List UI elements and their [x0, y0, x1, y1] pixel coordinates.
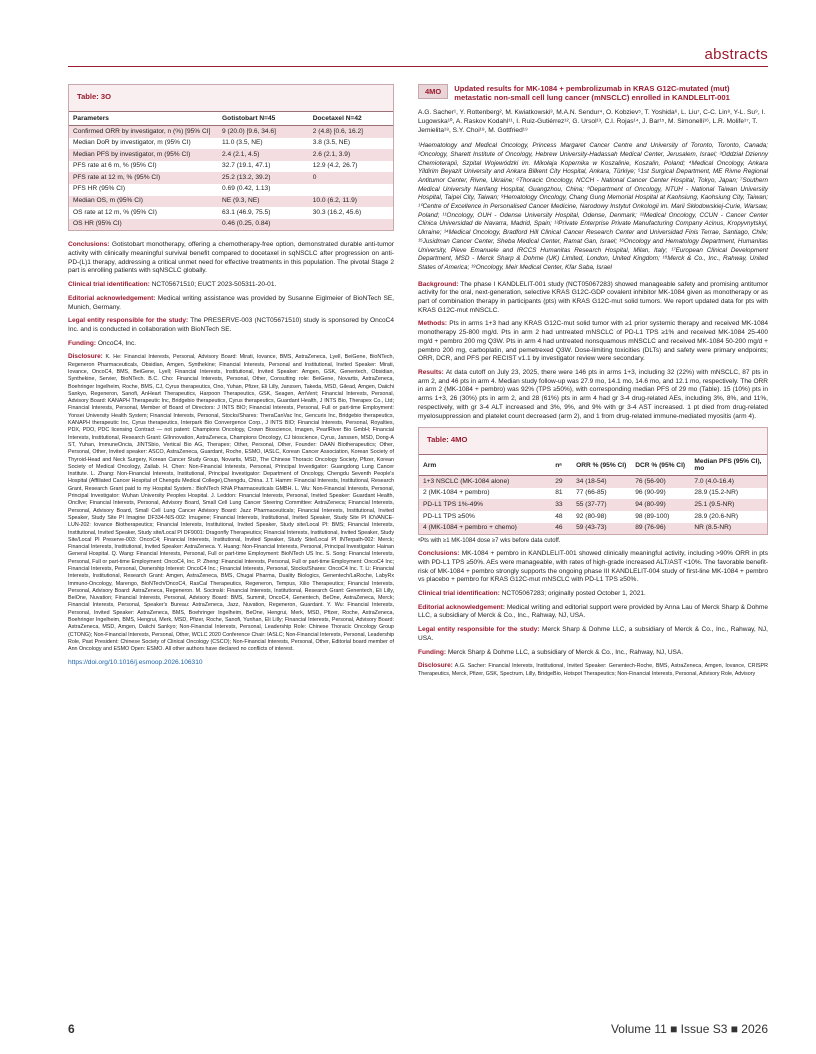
results-text: At data cutoff on July 23, 2025, there were 146 pts in arms 1+3, including 32 (22%) with mNSCLC, 87 pts in arm 2, and 46 pts in arm 4. Median study follow-up was 27.9 mo, 14.1 mo, 14.6 mo, and 12.1 mo, respectively. The ORR in arm 2 (MK-1084 + pembro) was 92% (TPS ≥50%), with corresponding median PFS of 29 mo (Table). 15 (10%) pts in arms 1+3, 26 (30%) pts in arm 2, and 28 (61%) pts in arm 4 had gr 3-4 drug-related AEs, including 3%, 8%, and 11%, respectively, with gr 3-4 ALT increased and 3%, 9%, and 9% with gr 3-4 AST increased. 1 pt died from drug-related myelosuppression and platelet count decreased (arm 2), and 1 from drug-related immune-mediated myositis (arm 4). — [418, 369, 768, 420]
table-row — [419, 488, 767, 500]
table-cell: 11.0 (3.5, NE) — [218, 138, 309, 150]
table-row — [69, 161, 393, 173]
r-conclusions-text: MK-1084 + pembro in KANDLELIT-001 showed clinically meaningful activity, including >90% ORR in pts with PD-L1 TPS ≥50%. AEs were manageable, with rates of high-grade increased ALT/AST <10%. The favorable benefit-risk of MK-1084 + pembro strongly supports the ongoing phase III KANDLELIT-004 study of first-line MK-1084 + pembro vs placebo + pembro for KRAS G12C-mut mNSCLC with PD-L1 TPS ≥50%. — [418, 550, 768, 584]
trial-id-label: Clinical trial identification: — [68, 281, 150, 289]
disclosure-paragraph — [68, 353, 394, 653]
r-legal-paragraph — [418, 626, 768, 643]
table-cell: 33 — [551, 499, 572, 511]
table-cell: 0 — [309, 172, 393, 184]
table-cell: 10.0 (6.2, 11.9) — [309, 196, 393, 208]
table-cell: 2 (MK-1084 + pembro) — [419, 488, 551, 500]
table-row — [69, 219, 393, 231]
col-orr: ORR % (95% CI) — [572, 455, 631, 476]
legal-paragraph — [68, 317, 394, 334]
table-cell: 96 (90-99) — [631, 488, 690, 500]
table-cell: 2.4 (2.1, 4.5) — [218, 149, 309, 161]
table-4mo-title: Table: 4MO — [427, 435, 468, 445]
editorial-label: Editorial acknowledgement: — [68, 294, 156, 302]
r-editorial-text: Medical writing and editorial support were provided by Anna Lau of Merck Sharp & Dohme LLC, a subsidiary of Merck & Co., Inc., Rahway, NJ, USA. — [418, 603, 768, 620]
abstract-title: Updated results for MK-1084 + pembrolizumab in KRAS G12C-mutated (mut) metastatic non-small cell lung cancer (mNSCLC) enrolled in KANDLELIT-001 — [454, 84, 730, 103]
table-3o-title: Table: 3O — [77, 92, 112, 101]
col-dcr: DCR % (95% CI) — [631, 455, 690, 476]
legal-text: The PRESERVE-003 (NCT05671510) study is sponsored by OncoC4 Inc. and is conducted in collaboration with BioNTech SE. — [68, 317, 395, 333]
table-cell: 2.6 (2.1, 3.9) — [309, 149, 393, 161]
trial-id-text: NCT05671510; EUCT 2023-505311-20-01. — [151, 281, 277, 289]
r-conclusions-paragraph — [418, 550, 768, 585]
table-cell: Confirmed ORR by investigator, n (%) [95% CI] — [69, 126, 218, 138]
legal-label: Legal entity responsible for the study: — [68, 317, 189, 325]
table-cell: 89 (76-96) — [631, 523, 690, 535]
doi-link[interactable]: https://doi.org/10.1016/j.esmoop.2026.106310 — [68, 658, 203, 666]
r-disclosure-paragraph — [418, 662, 768, 678]
table-cell: 2 (4.8) [0.6, 16.2] — [309, 126, 393, 138]
col-n: nᵃ — [551, 455, 572, 476]
funding-text: OncoC4, Inc. — [97, 339, 137, 347]
table-row — [69, 149, 393, 161]
table-row — [419, 476, 767, 488]
table-cell: 7.0 (4.0-16.4) — [690, 476, 767, 488]
methods-label: Methods: — [418, 320, 448, 328]
table-cell: 28.9 (15.2-NR) — [690, 488, 767, 500]
table-3o-grid — [69, 111, 393, 230]
r-funding-label: Funding: — [418, 648, 446, 656]
table-row — [419, 523, 767, 535]
table-cell: NR (8.5-NR) — [690, 523, 767, 535]
col-pfs: Median PFS (95% CI), mo — [690, 455, 767, 476]
table-cell: 0.69 (0.42, 1.13) — [218, 184, 309, 196]
table-4mo — [418, 427, 768, 535]
results-label: Results: — [418, 369, 444, 376]
table-row — [419, 511, 767, 523]
r-legal-text: Merck Sharp & Dohme LLC, a subsidiary of Merck & Co., Inc., Rahway, NJ, USA. — [418, 626, 768, 642]
table-row — [69, 184, 393, 196]
conclusions-text: Gotistobart monotherapy, offering a chemotherapy-free option, demonstrated durable anti-tumor activity with clinically meaningful survival benefit compared to docetaxel in sqNSCLC after progression on anti-PD-(L)1 therapy, addressing a critical unmet need for effective treatments in this population. The pivotal Stage 2 part is enrolling patients with sqNSCLC globally. — [68, 241, 394, 275]
table-cell: 94 (80-99) — [631, 499, 690, 511]
methods-text: Pts in arms 1+3 had any KRAS G12C-mut solid tumor with ≥1 prior systemic therapy and received MK-1084 monotherapy 25-800 mg/d. Pts in arm 2 had untreated mNSCLC of PD-L1 TPS ≥1% and received MK-1084 25-400 mg/d + pembro 200 mg Q3W. Pts in arm 4 had untreated nonsquamous mNSCLC and received MK-1084 50-200 mg/d + pembro 200 mg, carboplatin, and pemetrexed Q3W. Dose-limiting toxicities (DLTs) and safety were primary endpoints; ORR, DCR, and PFS per RECIST v1.1 by investigator review were secondary. — [418, 320, 768, 363]
table-cell: 63.1 (46.9, 75.5) — [218, 207, 309, 219]
table-cell: 32.7 (19.1, 47.1) — [218, 161, 309, 173]
funding-label: Funding: — [68, 339, 96, 347]
r-funding-text: Merck Sharp & Dohme LLC, a subsidiary of Merck & Co., Inc., Rahway, NJ, USA. — [447, 648, 684, 656]
r-legal-label: Legal entity responsible for the study: — [418, 626, 540, 634]
col-docetaxel: Docetaxel N=42 — [309, 112, 393, 126]
background-label: Background: — [418, 280, 459, 288]
r-editorial-label: Editorial acknowledgement: — [418, 603, 505, 611]
table-cell: 55 (37-77) — [572, 499, 631, 511]
col-arm: Arm — [419, 455, 551, 476]
table-cell: Median PFS by investigator, m (95% CI) — [69, 149, 218, 161]
table-cell: 77 (66-85) — [572, 488, 631, 500]
editorial-text: Medical writing assistance was provided by Susanne Eiglmeier of BioNTech SE, Munich, Germany. — [68, 294, 395, 311]
section-title: abstracts — [704, 46, 768, 63]
right-column — [418, 84, 768, 683]
table-cell: PD-L1 TPS 1%-49% — [419, 499, 551, 511]
author-list: A.G. Sacher¹, Y. Rottenberg², M. Kwiatkowski³, M.A.N. Sendur⁴, O. Kobziev⁵, T. Yoshida⁶, L. Liu⁷, C-C. Lin⁸, Y-L. Su⁹, I. Lugowska¹⁰, A. Raskov Kodahl¹¹, I. Ruiz-Gutiérrez¹², G. Ursol¹³, C.I. Rojas¹⁴, J. Bar¹⁵, M. Simonelli¹⁶, L.R. Molife¹⁷, T. Jemielita¹⁸, S.Y. Choi¹⁸, M. Gottfried¹⁹ — [418, 109, 766, 135]
table-cell: 34 (18-54) — [572, 476, 631, 488]
methods-paragraph — [418, 320, 768, 364]
trial-id-paragraph — [68, 281, 394, 290]
table-cell: OS rate at 12 m, % (95% CI) — [69, 207, 218, 219]
table-cell: PFS rate at 12 m, % (95% CI) — [69, 172, 218, 184]
abstract-number: 4MO — [418, 84, 448, 99]
disclosure-label: Disclosure: — [68, 353, 103, 361]
table-cell: 46 — [551, 523, 572, 535]
table-cell: Median OS, m (95% CI) — [69, 196, 218, 208]
table-cell: 9 (20.0) [9.6, 34.6] — [218, 126, 309, 138]
table-cell: PFS rate at 6 m, % (95% CI) — [69, 161, 218, 173]
page-number: 6 — [68, 1022, 75, 1036]
table-cell: PFS HR (95% CI) — [69, 184, 218, 196]
table-cell: Median DoR by investigator, m (95% CI) — [69, 138, 218, 150]
table-cell: PD-L1 TPS ≥50% — [419, 511, 551, 523]
results-paragraph — [418, 369, 768, 421]
table-cell: 3.8 (3.5, NE) — [309, 138, 393, 150]
table-cell — [309, 184, 393, 196]
table-row — [69, 138, 393, 150]
editorial-paragraph — [68, 295, 394, 312]
table-cell: 0.46 (0.25, 0.84) — [218, 219, 309, 231]
table-row — [69, 172, 393, 184]
table-cell: 30.3 (16.2, 45.6) — [309, 207, 393, 219]
conclusions-label: Conclusions: — [68, 241, 110, 249]
table-row — [419, 499, 767, 511]
table-cell — [309, 219, 393, 231]
table-cell: OS HR (95% CI) — [69, 219, 218, 231]
r-disclosure-label: Disclosure: — [418, 662, 453, 670]
r-disclosure-text: A.G. Sacher: Financial Interests, Institutional, Invited Speaker: Genentech-Roche, BMS, AstraZeneca, Amgen, Iovance, CRISPR Therapeutics, Merck, Pfizer, GSK, Spectrum, Lilly, BridgeBio, Hotspot Therapeutics; Non-Financial Interests, Personal, Advisory Role, Advisory — [418, 663, 768, 677]
table-cell: 25.2 (13.2, 39.2) — [218, 172, 309, 184]
table-cell: 28.9 (20.6-NR) — [690, 511, 767, 523]
table-cell: 76 (56-90) — [631, 476, 690, 488]
col-gotistobart: Gotistobart N=45 — [218, 112, 309, 126]
table-cell: 12.9 (4.2, 26.7) — [309, 161, 393, 173]
r-conclusions-label: Conclusions: — [418, 550, 460, 558]
left-column — [68, 84, 394, 666]
table-cell: 81 — [551, 488, 572, 500]
table-4mo-grid — [419, 454, 767, 534]
table-3o — [68, 84, 394, 231]
r-trial-id-paragraph — [418, 590, 768, 599]
r-editorial-paragraph — [418, 604, 768, 621]
table-footnote: ᵃPts with ≥1 MK-1084 dose ≥7 wks before data cutoff. — [418, 538, 561, 545]
table-cell: 48 — [551, 511, 572, 523]
table-cell: 98 (89-100) — [631, 511, 690, 523]
background-text: The phase I KANDLELIT-001 study (NCT05067283) showed manageable safety and promising antitumor activity for the oral, next-generation, selective KRAS G12C-GDP covalent inhibitor MK-1084 given as monotherapy or as part of combination therapy in participants (pts) with KRAS G12C-mut solid tumors. We report updated data for pts with KRAS G12C-mut mNSCLC. — [418, 280, 768, 314]
table-row — [69, 126, 393, 138]
header-rule — [68, 66, 768, 67]
table-row — [69, 196, 393, 208]
disclosure-text: K. He: Financial Interests, Personal, Advisory Board: Mirati, Iovance, BMS, AstraZeneca, Lyell, BeiGene, BioNTech, Regeneron Pharmaceuticals, Obsidian, Amgen, Synthekine; Financial Interests, Personal and Institutional, Invited Speaker: Mirati, Iovance, OncoC4, BMS, BeiGene, Lyell; Financial Interests, Institutional, Invited Speaker: Amgen, GSK, Genentech, Obsidian, Synthekine, Servier, BioNTech. B.C. Cho: Financial Interests, Personal, Other, Consulting role: BeiGene, Novartis, AstraZeneca, Boehringer Ingelheim, Roche, BMS, CJ, Cyrus therapeutics, Ono, Yuhan, Pfizer, Eli Lilly, Janssen, Takeda, MSD, Gilead, Amgen, Daiichi Sankyo, Regeneron, Sanofi, AnHeart Therapeutics, Harpoon Therapeutics, GSK, Seagen, ArriVent; Financial Interests, Personal, Advisory Board: KANAPH Therapeutic Inc, Bridgebio therapeutics, Cyrus therapeutics, Guardant Health, J INTS Bio, Therapex Co., Ltd; Financial Interests, Personal, Member of Board of Directors: J INTS BIO; Financial Interests, Personal, Full or part-time Employment: Yonsei University Health System; Financial Interests, Personal, Stocks/Shares: TheraCanVac Inc, Gencurix Inc, Bridgebio therapeutics, KANAPH therapeutic Inc, Cyrus therapeutics, Interpark Bio Convergence Corp., J INTS BIO; Financial Interests, Personal, Royalties, PDX, PDO, PDC licensing Contract — not patent: Champions Oncology, Crown Bioscience, Imagen, PearlRiver Bio GmbH; Financial Interests, Institutional, Research Grant: GIInnovation, AstraZeneca, Champions Oncology, CJ bioscience, Cyrus, Janssen, MSD, Dong-A ST, Yuhan, ImmuneOncia, JINTSbio, Vertical Bio AG, Therapex; Other, Personal, Other, Founder: DAAN Biotherapeutics; Other, Personal, Other, Invited speaker: ASCO, AstraZeneca, Guardant, Roche, ESMO, IASLC, Korean Cancer Association, Korean Society of Thyroid-Head and Neck Surgery, Korean Cancer Study Group, Novartis, MSD, The Chinese Thoracic Oncology Society, Pfizer, Korean Society of Medical Oncology, Zailab. H. Chen: Non-Financial Interests, Personal, Principal Investigator: Guangdong Lung Cancer Institute. L. Zhang: Non-Financial Interests, Institutional, Principal Investigator: Department of Oncology, Chengdu Seventh People's Hospital (Affiliated Cancer Hospital of Chengdu Medical College),Chengdu, China. J.T. Hamm: Financial Interests, Institutional, Research Grant, Research Grant paid to my Hospital System.: BioNTech RNA Pharmaceuticals GMBH. L. Wu: Non-Financial Interests, Personal, Principal Investigator: Wuhan University Peoples Hospital. J. Leddon: Financial Interests, Personal, Invited Speaker: Guardant Health, Oncllve; Financial Interests, Personal, Advisory Board, Small Cell Lung Cancer Steering Committee: AstraZeneca; Financial Interests, Personal, Advisory Board, Small Cell Lung Cancer Advisory Board: Jazz Pharmaceuticals; Financial Interests, Institutional, Invited Speaker, Study Site PI Imagine DF334-NIS-002: Imugene; Financial Interests, Institutional, Invited Speaker, Study Site PI IOVANCE-LUN-202: Iovance Biotherapeutics; Financial Interests, Institutional, Invited Speaker, Study site/Local PI: BMS; Financial Interests, Institutional, Invited Speaker, Study site/Local PI DF9001: Dragonfly Therapeutics; Financial Interests, Institutional, Invited Speaker, Study Site/Local PI Preserve-003: OncoC4; Financial Interests, Institutional, Invited Speaker, Study Site/Local PI INTerpath-002: Merck; Financial Interests, Institutional, Invited Speaker: AstraZeneca. Y. Huang: Non-Financial Interests, Personal, Principal Investigator: Hainan General Hospital. Q. Wang: Financial Interests, Personal, Full or part-time Employment: BioNTech US Inc. S. Song: Financial Interests, Personal, Full or part-time Employment: OncoC4, Inc. P. Zheng: Financial Interests, Personal, Full or part-time Employment: OncoC4 Inc; Financial Interests, Personal, Ownership Interest: OncoC4 Inc.; Financial Interests, Personal, Stocks/Shares: OncoC4 Inc. T. Li: Financial Interests, Institutional, Research Grant: Amgen, AstraZeneca, BMS, Chugai Pharma, Duality Biologics, Genentech/LaRoche, LabyRx Immuno-Oncology, Marengo, BioNTech/OncoC4, RasCal Therapeutics, Regeneron, Tempus, Xilio Therapeutics; Financial Interests, Personal, Advisory Board: AstraZeneca, Regeneron. M. Socinski: Financial Interests, Institutional, Research Grant: Genentech, Eli Lilly, BeiOne, Nuvation; Financial Interests, Personal, Advisory Board: BMS, Summit, OncoC4, Genentech, BeOne, AstraZeneca, Merck; Financial Interests, Personal, Speaker's Bureau: AstraZeneca, Jazz, Nuvation, Regeneron, Guardant. Y. Wu: Financial Interests, Personal, Invited Speaker: AstraZeneca, BMS, Boehringer Ingelheim, BeOne, Hengrui, Merk, MSD, Pfizer, Roche, AstraZeneca, Boehringer Ingelheim, BMS, Hengrui, Merk, MSD, Pfizer, Roche, Sanofi, Yunhan, Eli Lilly; Financial Interests, Personal, Advisory Board: AstraZeneca, MSD, Amgen, Daiichi Sankyo; Non-Financial Interests, Personal, Leadership Role: Chinese Thoracic Oncology Group (CTONG); Non-Financial Interests, Personal, Other, WCLC 2020 Conference Chair: IASLC; Non-Financial Interests, Personal, Leadership Role, Past President: Chinese Society of Clinical Oncology (CSCO); Non-Financial Interests, Personal, Other, Editorial board member of Ann Oncology and ESMO Open: ESMO. All other authors have declared no conflicts of interest. — [68, 354, 395, 653]
table-row — [69, 207, 393, 219]
conclusions-paragraph — [68, 241, 394, 276]
r-trial-id-text: NCT05067283; originally posted October 1, 2021. — [501, 590, 646, 597]
funding-paragraph — [68, 340, 394, 349]
background-paragraph — [418, 281, 768, 316]
table-cell: 4 (MK-1084 + pembro + chemo) — [419, 523, 551, 535]
volume-info: Volume 11 ■ Issue S3 ■ 2026 — [610, 1022, 768, 1036]
abstract-header — [418, 84, 768, 102]
table-cell: 1+3 NSCLC (MK-1084 alone) — [419, 476, 551, 488]
col-parameters: Parameters — [69, 112, 218, 126]
affiliations: ¹Haematology and Medical Oncology, Princess Margaret Cancer Centre and University of Toronto, Toronto, Canada; ²Oncology, Sharett Institute of Oncology, Hebrew University-Hadassah Medical Center, Jerusalem, Israel; ³Oddział Dzienny Chemioterapii, Szpital Wojewódzki im. Mikołaja Kopernika w Koszalinie, Koszalin, Poland; ⁴Medical Oncology, Ankara Yildirim Beyazit University and Ankara Bilkent City Hospital, Ankara, Türkiye; ⁵1st Surgical Department, ME Rivne Regional Antitumor Center, Rivne, Ukraine; ⁶Thoracic Oncology, NCCH - National Cancer Center Hospital, Tokyo, Japan; ⁷Southern Medical University Nanfang Hospital, Guangzhou, China; ⁸Department of Oncology, NTUH - National Taiwan University Hospital, Taipei City, Taiwan; ⁹Hematology Oncology, Chang Gung Memorial Hospital at Kaohsiung, Kaohsiung City, Taiwan; ¹⁰Centre of Excellence in Personalised Cancer Medicine, Narodowy Instytut Onkologii im. Marii Skłodowskiej-Curie, Warsaw, Poland; ¹¹Oncology, OUH - Odense University Hospital, Odense, Denmark; ¹²Medical Oncology, CCUN - Cancer Center Clinica Universidad de Navarra, Madrid, Spain; ¹³Private Enterprise Private Manufacturing Company Acinus, Kropyvnytskyi, Ukraine; ¹⁴Medical Oncology, Bradford Hill Clinical Cancer Research Center and Universidad Finis Terrae, Santiago, Chile; ¹⁵Jusidman Cancer Center, Sheba Medical Center, Ramat Gan, Israel; ¹⁶Oncology and Hematology Department, Humanitas University, Pieve Emanuele and IRCCS Humanitas Research Hospital, Milan, Italy; ¹⁷European Clinical Development Department, MSD - Merck Sharp & Dohme (UK) Limited, London, United Kingdom; ¹⁸Merck & Co., Inc., Rahway, United States of America; ¹⁹Oncology, Meir Medical Center, Kfar Saba, Israel — [418, 142, 768, 271]
table-cell: 25.1 (9.5-NR) — [690, 499, 767, 511]
table-cell: 59 (43-73) — [572, 523, 631, 535]
r-funding-paragraph — [418, 649, 768, 658]
table-cell: 92 (80-98) — [572, 511, 631, 523]
table-cell: NE (9.3, NE) — [218, 196, 309, 208]
table-cell: 29 — [551, 476, 572, 488]
r-trial-id-label: Clinical trial identification: — [418, 590, 500, 597]
